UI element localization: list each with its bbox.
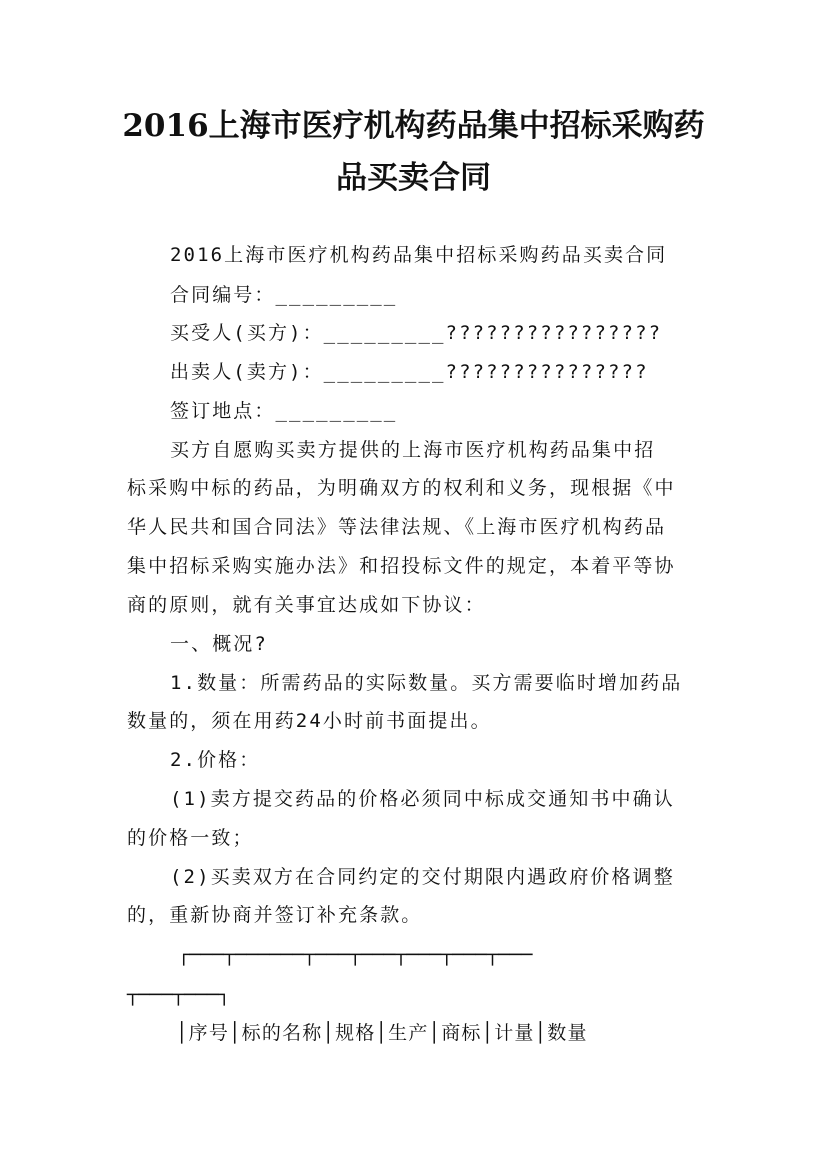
item-quantity-line: 1.数量：所需药品的实际数量。买方需要临时增加药品: [170, 672, 683, 694]
contract-number-field: 合同编号：_________: [170, 284, 398, 306]
table-border-top: ┌───┬──────┬───┬───┬───┬───┬───: [178, 944, 533, 966]
section-heading: 一、概况?: [170, 633, 268, 655]
intro-paragraph-line: 买方自愿购买卖方提供的上海市医疗机构药品集中招: [170, 439, 656, 461]
table-border-top-continued: ┬───┬───┐: [127, 984, 230, 1006]
signing-place-field: 签订地点：_________: [170, 400, 398, 422]
price-clause-1-line: 的价格一致；: [127, 827, 254, 849]
item-price-heading: 2.价格：: [170, 749, 261, 771]
intro-paragraph-line: 标采购中标的药品，为明确双方的权利和义务，现根据《中: [127, 477, 676, 499]
price-clause-2-line: 的，重新协商并签订补充条款。: [127, 904, 423, 926]
title-line-1: 2016上海市医疗机构药品集中招标采购药: [122, 108, 705, 144]
intro-paragraph-line: 华人民共和国合同法》等法律法规、《上海市医疗机构药品: [127, 516, 667, 538]
document-name: 2016上海市医疗机构药品集中招标采购药品买卖合同: [170, 244, 668, 266]
price-clause-1-line: (1)卖方提交药品的价格必须同中标成交通知书中确认: [170, 788, 675, 810]
table-header-row: │序号│标的名称│规格│生产│商标│计量│数量: [176, 1022, 588, 1044]
buyer-field: 买受人(买方)：_________????????????????: [170, 322, 663, 344]
page-title: [80, 100, 747, 204]
intro-paragraph-line: 集中招标采购实施办法》和招投标文件的规定，本着平等协: [127, 555, 676, 577]
item-quantity-line: 数量的，须在用药24小时前书面提出。: [127, 710, 492, 732]
price-clause-2-line: (2)买卖双方在合同约定的交付期限内遇政府价格调整: [170, 866, 675, 888]
intro-paragraph-line: 商的原则，就有关事宜达成如下协议：: [127, 594, 486, 616]
seller-field: 出卖人(卖方)：_________???????????????: [170, 361, 649, 383]
title-line-2: 品买卖合同: [336, 160, 491, 196]
